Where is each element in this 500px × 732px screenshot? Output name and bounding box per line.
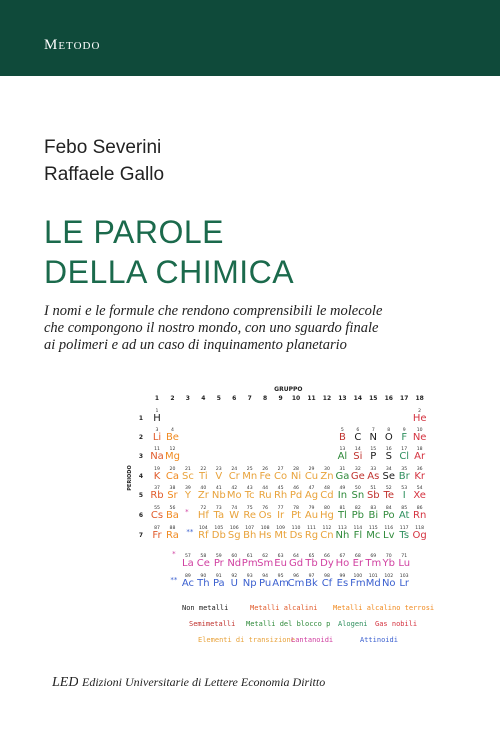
atomic-number: 59 [215, 554, 222, 559]
atomic-number: 41 [215, 486, 222, 491]
atomic-number: 76 [262, 506, 269, 511]
atomic-number: 39 [184, 486, 191, 491]
element-Co: Co [274, 471, 288, 482]
group-number: 18 [415, 395, 424, 402]
atomic-number: 34 [385, 467, 392, 472]
atomic-number: 5 [340, 428, 344, 433]
group-number: 4 [201, 395, 206, 402]
element-Rb: Rb [150, 490, 164, 501]
atomic-number: 66 [324, 554, 330, 559]
atomic-number: 97 [308, 574, 315, 579]
atomic-number: 61 [246, 554, 253, 559]
atomic-number: 48 [324, 486, 330, 491]
element-H: H [153, 413, 161, 424]
element-Ba: Ba [165, 510, 179, 521]
element-Tm: Tm [365, 558, 382, 569]
element-Og: Og [412, 530, 427, 541]
group-number: 3 [185, 395, 190, 402]
atomic-number: 116 [384, 526, 394, 531]
element-Hf: Hf [197, 510, 209, 521]
atomic-number: 21 [184, 467, 191, 472]
element-Ar: Ar [414, 451, 426, 462]
element-Ne: Ne [412, 432, 427, 443]
book-title-line-1: LE PAROLE [44, 214, 224, 250]
atomic-number: 79 [308, 506, 315, 511]
element-Be: Be [165, 432, 179, 443]
atomic-number: 101 [368, 574, 378, 579]
publisher-name: Edizioni Universitarie di Lettere Economia Diritto [82, 675, 326, 689]
atomic-number: 11 [154, 447, 160, 452]
legend-item-alkaline: Metalli alcalino terrosi [333, 604, 435, 612]
atomic-number: 51 [370, 486, 377, 491]
element-Tl: Tl [337, 510, 347, 521]
atomic-number: 40 [200, 486, 207, 491]
element-Pb: Pb [351, 510, 365, 521]
period-number: 5 [138, 492, 144, 499]
group-number: 13 [338, 395, 347, 402]
atomic-number: 115 [368, 526, 378, 531]
element-Ta: Ta [213, 510, 225, 521]
element-Fr: Fr [152, 530, 162, 541]
atomic-number: 43 [246, 486, 253, 491]
element-Gd: Gd [288, 558, 304, 569]
atomic-number: 89 [184, 574, 191, 579]
atomic-number: 83 [370, 506, 377, 511]
element-O: O [384, 432, 393, 443]
lanthanide-marker: * [172, 550, 176, 558]
atomic-number: 71 [401, 554, 408, 559]
element-Pm: Pm [241, 558, 258, 569]
element-Hs: Hs [258, 530, 272, 541]
element-Ds: Ds [289, 530, 303, 541]
element-Po: Po [382, 510, 395, 521]
atomic-number: 69 [370, 554, 377, 559]
element-Rg: Rg [304, 530, 319, 541]
element-Pt: Pt [291, 510, 302, 521]
element-Mn: Mn [242, 471, 258, 482]
element-Y: Y [184, 490, 191, 501]
element-No: No [381, 578, 396, 589]
atomic-number: 64 [293, 554, 299, 559]
legend-item-lanthanide: Lantanoidi [291, 636, 334, 644]
atomic-number: 90 [200, 574, 207, 579]
atomic-number: 88 [169, 526, 176, 531]
element-Cs: Cs [150, 510, 164, 521]
atomic-number: 33 [370, 467, 377, 472]
legend-item-pblock: Metalli del blocco p [246, 620, 331, 628]
atomic-number: 55 [154, 506, 160, 511]
group-label: GRUPPO [274, 386, 303, 393]
atomic-number: 74 [231, 506, 238, 511]
atomic-number: 106 [229, 526, 239, 531]
atomic-number: 68 [354, 554, 361, 559]
atomic-number: 15 [370, 447, 377, 452]
element-Cn: Cn [320, 530, 334, 541]
atomic-number: 96 [293, 574, 299, 579]
atomic-number: 57 [184, 554, 191, 559]
element-Np: Np [242, 578, 257, 589]
element-Al: Al [337, 451, 348, 462]
element-Ac: Ac [181, 578, 194, 589]
legend-item-alkali: Metalli alcalini [250, 604, 318, 612]
group-number: 14 [353, 395, 363, 402]
element-Md: Md [365, 578, 381, 589]
svg-text:LED: LED [52, 675, 78, 690]
atomic-number: 81 [339, 506, 346, 511]
atomic-number: 107 [245, 526, 255, 531]
element-Kr: Kr [414, 471, 425, 482]
period-number: 1 [138, 415, 144, 422]
atomic-number: 8 [387, 428, 391, 433]
element-Cl: Cl [399, 451, 410, 462]
element-S: S [385, 451, 392, 462]
group-number: 15 [369, 395, 378, 402]
atomic-number: 22 [200, 467, 207, 472]
element-Pr: Pr [213, 558, 224, 569]
element-Rf: Rf [198, 530, 209, 541]
element-Cm: Cm [287, 578, 305, 589]
atomic-number: 110 [291, 526, 301, 531]
atomic-number: 114 [353, 526, 363, 531]
element-Sm: Sm [257, 558, 274, 569]
atomic-number: 100 [353, 574, 363, 579]
atomic-number: 73 [215, 506, 222, 511]
element-P: P [370, 451, 377, 462]
element-Pu: Pu [259, 578, 272, 589]
atomic-number: 85 [401, 506, 408, 511]
period-number: 7 [138, 532, 144, 539]
atomic-number: 38 [169, 486, 176, 491]
element-Ge: Ge [350, 471, 365, 482]
legend-item-halogen: Alogeni [338, 620, 368, 628]
atomic-number: 67 [339, 554, 346, 559]
element-Es: Es [336, 578, 349, 589]
element-Zn: Zn [320, 471, 334, 482]
element-U: U [230, 578, 238, 589]
element-He: He [412, 413, 427, 424]
element-Ts: Ts [399, 530, 410, 541]
group-number: 17 [400, 395, 409, 402]
group-number: 8 [263, 395, 268, 402]
atomic-number: 49 [339, 486, 346, 491]
period-number: 2 [138, 434, 144, 441]
atomic-number: 104 [198, 526, 208, 531]
atomic-number: 93 [246, 574, 253, 579]
element-Ra: Ra [166, 530, 179, 541]
atomic-number: 109 [276, 526, 285, 531]
atomic-number: 14 [354, 447, 361, 452]
group-number: 6 [232, 395, 237, 402]
element-Bk: Bk [305, 578, 318, 589]
element-Fl: Fl [353, 530, 363, 541]
atomic-number: 31 [339, 467, 346, 472]
atomic-number: 58 [200, 554, 207, 559]
atomic-number: 95 [277, 574, 284, 579]
group-number: 16 [384, 395, 393, 402]
element-Au: Au [304, 510, 319, 521]
element-Se: Se [382, 471, 395, 482]
element-Cu: Cu [304, 471, 319, 482]
element-Tb: Tb [305, 558, 318, 569]
group-number: 10 [291, 395, 301, 402]
element-C: C [354, 432, 362, 443]
atomic-number: 9 [402, 428, 406, 433]
group-number: 12 [322, 395, 332, 402]
actinide-marker: ** [170, 576, 178, 584]
atomic-number: 1 [155, 409, 159, 414]
element-N: N [369, 432, 378, 443]
atomic-number: 25 [246, 467, 253, 472]
atomic-number: 63 [277, 554, 284, 559]
atomic-number: 42 [231, 486, 238, 491]
legend-item-nonmetal: Non metalli [182, 604, 229, 612]
group-number: 9 [278, 395, 283, 402]
author-2: Raffaele Gallo [44, 164, 165, 185]
element-In: In [337, 490, 348, 501]
atomic-number: 24 [231, 467, 238, 472]
element-Sb: Sb [366, 490, 380, 501]
element-Sn: Sn [351, 490, 365, 501]
element-Pa: Pa [212, 578, 225, 589]
author-1: Febo Severini [44, 137, 162, 158]
element-Cr: Cr [228, 471, 240, 482]
element-La: La [182, 558, 194, 569]
atomic-number: 10 [416, 428, 423, 433]
element-Mt: Mt [274, 530, 287, 541]
atomic-number: 108 [260, 526, 270, 531]
atomic-number: 92 [231, 574, 238, 579]
atomic-number: 52 [385, 486, 392, 491]
atomic-number: 113 [338, 526, 347, 531]
element-Li: Li [152, 432, 162, 443]
element-At: At [398, 510, 410, 521]
atomic-number: 18 [416, 447, 423, 452]
element-Xe: Xe [413, 490, 426, 501]
element-V: V [215, 471, 223, 482]
element-Lu: Lu [398, 558, 411, 569]
element-Re: Re [243, 510, 257, 521]
atomic-number: 27 [277, 467, 284, 472]
atomic-number: 7 [371, 428, 375, 433]
atomic-number: 19 [154, 467, 160, 472]
period-number: 6 [138, 512, 144, 519]
element-Lv: Lv [383, 530, 395, 541]
element-Eu: Eu [274, 558, 287, 569]
legend-item-metalloid: Semimetalli [189, 620, 236, 628]
legend-item-transition: Elementi di transizione [198, 636, 295, 644]
element-Ni: Ni [290, 471, 302, 482]
element-Am: Am [272, 578, 289, 589]
element-F: F [401, 432, 408, 443]
atomic-number: 112 [322, 526, 332, 531]
element-Bi: Bi [368, 510, 379, 521]
period-number: 4 [138, 473, 144, 480]
element-Rn: Rn [413, 510, 427, 521]
atomic-number: 12 [169, 447, 176, 452]
series-name: Metodo [44, 37, 101, 53]
atomic-number: 62 [262, 554, 269, 559]
element-Ir: Ir [277, 510, 285, 521]
atomic-number: 111 [307, 526, 316, 531]
element-K: K [153, 471, 161, 482]
atomic-number: 53 [401, 486, 408, 491]
atomic-number: 3 [155, 428, 159, 433]
element-Zr: Zr [197, 490, 209, 501]
atomic-number: 32 [354, 467, 361, 472]
element-Hg: Hg [320, 510, 334, 521]
atomic-number: 77 [277, 506, 284, 511]
element-Nb: Nb [211, 490, 226, 501]
element-Cf: Cf [321, 578, 333, 589]
group-number: 2 [170, 395, 175, 402]
element-Ru: Ru [258, 490, 272, 501]
element-I: I [402, 490, 406, 501]
atomic-number: 30 [324, 467, 330, 472]
atomic-number: 103 [399, 574, 409, 579]
element-Dy: Dy [320, 558, 334, 569]
atomic-number: 65 [308, 554, 315, 559]
atomic-number: 80 [324, 506, 330, 511]
element-Ti: Ti [199, 471, 208, 482]
atomic-number: 84 [385, 506, 392, 511]
element-Tc: Tc [244, 490, 255, 501]
element-Sc: Sc [181, 471, 194, 482]
lanthanide-marker: * [185, 508, 189, 516]
element-Pd: Pd [289, 490, 303, 501]
atomic-number: 2 [418, 409, 422, 414]
atomic-number: 118 [415, 526, 425, 531]
element-Fm: Fm [350, 578, 366, 589]
atomic-number: 47 [308, 486, 315, 491]
element-Te: Te [383, 490, 395, 501]
element-Mc: Mc [366, 530, 381, 541]
group-number: 1 [154, 395, 160, 402]
atomic-number: 6 [356, 428, 360, 433]
atomic-number: 13 [339, 447, 346, 452]
atomic-number: 4 [170, 428, 174, 433]
atomic-number: 70 [385, 554, 392, 559]
element-Sg: Sg [227, 530, 241, 541]
element-B: B [338, 432, 346, 443]
period-number: 3 [138, 453, 144, 460]
element-Bh: Bh [243, 530, 257, 541]
atomic-number: 29 [308, 467, 315, 472]
element-Rh: Rh [273, 490, 288, 501]
legend-item-actinide: Attinoidi [360, 636, 398, 644]
atomic-number: 86 [416, 506, 423, 511]
atomic-number: 75 [246, 506, 253, 511]
period-label: PERIODO [127, 465, 133, 491]
atomic-number: 44 [262, 486, 269, 491]
atomic-number: 37 [154, 486, 160, 491]
element-Ca: Ca [165, 471, 180, 482]
subtitle-line-1: I nomi e le formule che rendono comprensibili le molecole [44, 303, 383, 319]
publisher-logo-icon [52, 671, 78, 691]
element-Lr: Lr [399, 578, 410, 589]
atomic-number: 54 [416, 486, 423, 491]
atomic-number: 26 [262, 467, 269, 472]
element-Si: Si [353, 451, 363, 462]
element-Os: Os [258, 510, 272, 521]
atomic-number: 28 [293, 467, 299, 472]
subtitle-line-2: che compongono il nostro mondo, con uno sguardo finale [44, 320, 379, 336]
atomic-number: 46 [293, 486, 299, 491]
element-Na: Na [150, 451, 164, 462]
atomic-number: 78 [293, 506, 299, 511]
atomic-number: 98 [324, 574, 330, 579]
element-As: As [367, 471, 380, 482]
atomic-number: 50 [354, 486, 361, 491]
element-Fe: Fe [259, 471, 271, 482]
atomic-number: 60 [231, 554, 238, 559]
atomic-number: 23 [215, 467, 222, 472]
element-Ho: Ho [335, 558, 350, 569]
element-Cd: Cd [320, 490, 334, 501]
element-Nd: Nd [227, 558, 242, 569]
atomic-number: 82 [354, 506, 361, 511]
atomic-number: 99 [339, 574, 346, 579]
actinide-marker: ** [186, 528, 194, 536]
atomic-number: 56 [169, 506, 176, 511]
element-Br: Br [398, 471, 410, 482]
atomic-number: 36 [416, 467, 423, 472]
element-W: W [229, 510, 240, 521]
atomic-number: 91 [215, 574, 222, 579]
element-Db: Db [211, 530, 226, 541]
element-Mo: Mo [226, 490, 242, 501]
atomic-number: 16 [385, 447, 392, 452]
element-Th: Th [197, 578, 210, 589]
element-Ag: Ag [304, 490, 319, 501]
atomic-number: 87 [154, 526, 160, 531]
group-number: 5 [216, 395, 221, 402]
element-Ce: Ce [196, 558, 210, 569]
element-Mg: Mg [164, 451, 180, 462]
subtitle-line-3: ai polimeri e ad un caso di inquinamento planetario [44, 337, 347, 353]
atomic-number: 94 [262, 574, 269, 579]
group-number: 11 [307, 395, 316, 402]
group-number: 7 [247, 395, 252, 402]
element-Sr: Sr [167, 490, 178, 501]
atomic-number: 102 [384, 574, 394, 579]
atomic-number: 20 [169, 467, 176, 472]
element-Nh: Nh [335, 530, 350, 541]
atomic-number: 45 [277, 486, 284, 491]
atomic-number: 35 [401, 467, 408, 472]
legend-item-noble: Gas nobili [375, 620, 418, 628]
element-Ga: Ga [335, 471, 350, 482]
atomic-number: 17 [401, 447, 408, 452]
element-Yb: Yb [382, 558, 395, 569]
atomic-number: 117 [399, 526, 409, 531]
atomic-number: 105 [214, 526, 224, 531]
book-title-line-2: DELLA CHIMICA [44, 254, 295, 290]
element-Er: Er [352, 558, 364, 569]
atomic-number: 72 [200, 506, 207, 511]
